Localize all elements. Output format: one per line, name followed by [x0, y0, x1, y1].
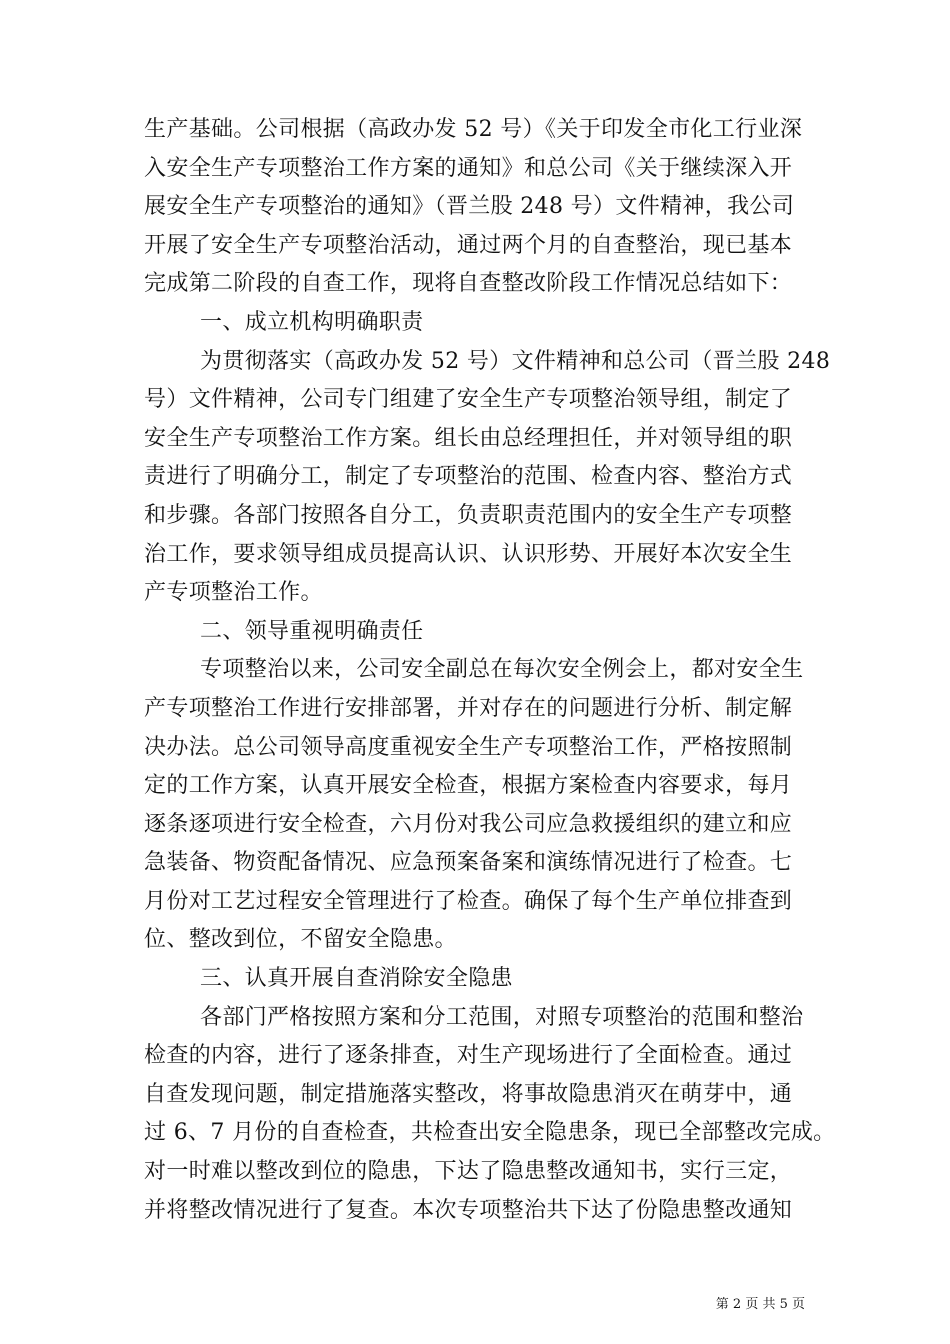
section-heading-1: 一、成立机构明确职责 [200, 309, 424, 335]
text-line: 位、整改到位，不留安全隐患。 [144, 927, 457, 953]
text-line: 检查的内容，进行了逐条排查，对生产现场进行了全面检查。通过 [144, 1043, 793, 1069]
text-line: 决办法。总公司领导高度重视安全生产专项整治工作，严格按照制 [144, 734, 793, 760]
text-line: 并将整改情况进行了复查。本次专项整治共下达了份隐患整改通知 [144, 1197, 793, 1223]
section-heading-3: 三、认真开展自查消除安全隐患 [200, 966, 513, 992]
text-line: 入安全生产专项整治工作方案的通知》和总公司《关于继续深入开 [144, 155, 793, 181]
text-line: 治工作，要求领导组成员提高认识、认识形势、开展好本次安全生 [144, 541, 793, 567]
text-line: 产专项整治工作。 [144, 580, 323, 606]
text-line: 过 6、7 月份的自查检查，共检查出安全隐患条，现已全部整改完成。 [144, 1120, 836, 1146]
text-line: 产专项整治工作进行安排部署，并对存在的问题进行分析、制定解 [144, 695, 793, 721]
text-line: 完成第二阶段的自查工作，现将自查整改阶段工作情况总结如下： [144, 271, 793, 297]
text-line: 号）文件精神，公司专门组建了安全生产专项整治领导组，制定了 [144, 387, 793, 413]
text-line: 和步骤。各部门按照各自分工，负责职责范围内的安全生产专项整 [144, 502, 793, 528]
text-line: 为贯彻落实（高政办发 52 号）文件精神和总公司（晋兰股 248 [200, 348, 831, 374]
text-line: 定的工作方案，认真开展安全检查，根据方案检查内容要求，每月 [144, 773, 793, 799]
text-line: 专项整治以来，公司安全副总在每次安全例会上，都对安全生 [200, 657, 804, 683]
text-line: 生产基础。公司根据（高政办发 52 号）《关于印发全市化工行业深 [144, 117, 803, 142]
section-heading-2: 二、领导重视明确责任 [200, 618, 424, 644]
text-line: 展安全生产专项整治的通知》（晋兰股 248 号）文件精神，我公司 [144, 194, 795, 220]
text-line: 各部门严格按照方案和分工范围，对照专项整治的范围和整治 [200, 1004, 804, 1030]
text-line: 责进行了明确分工，制定了专项整治的范围、检查内容、整治方式 [144, 464, 793, 490]
page-number-footer: 第 2 页 共 5 页 [715, 1297, 805, 1312]
text-line: 急装备、物资配备情况、应急预案备案和演练情况进行了检查。七 [144, 850, 793, 876]
text-line: 开展了安全生产专项整治活动，通过两个月的自查整治，现已基本 [144, 232, 793, 258]
text-line: 逐条逐项进行安全检查，六月份对我公司应急救援组织的建立和应 [144, 811, 793, 837]
text-line: 自查发现问题，制定措施落实整改，将事故隐患消灭在萌芽中，通 [144, 1081, 793, 1107]
text-line: 对一时难以整改到位的隐患，下达了隐患整改通知书，实行三定， [144, 1159, 793, 1185]
text-line: 安全生产专项整治工作方案。组长由总经理担任，并对领导组的职 [144, 425, 793, 451]
document-body [144, 111, 836, 1230]
text-line: 月份对工艺过程安全管理进行了检查。确保了每个生产单位排查到 [144, 888, 793, 914]
